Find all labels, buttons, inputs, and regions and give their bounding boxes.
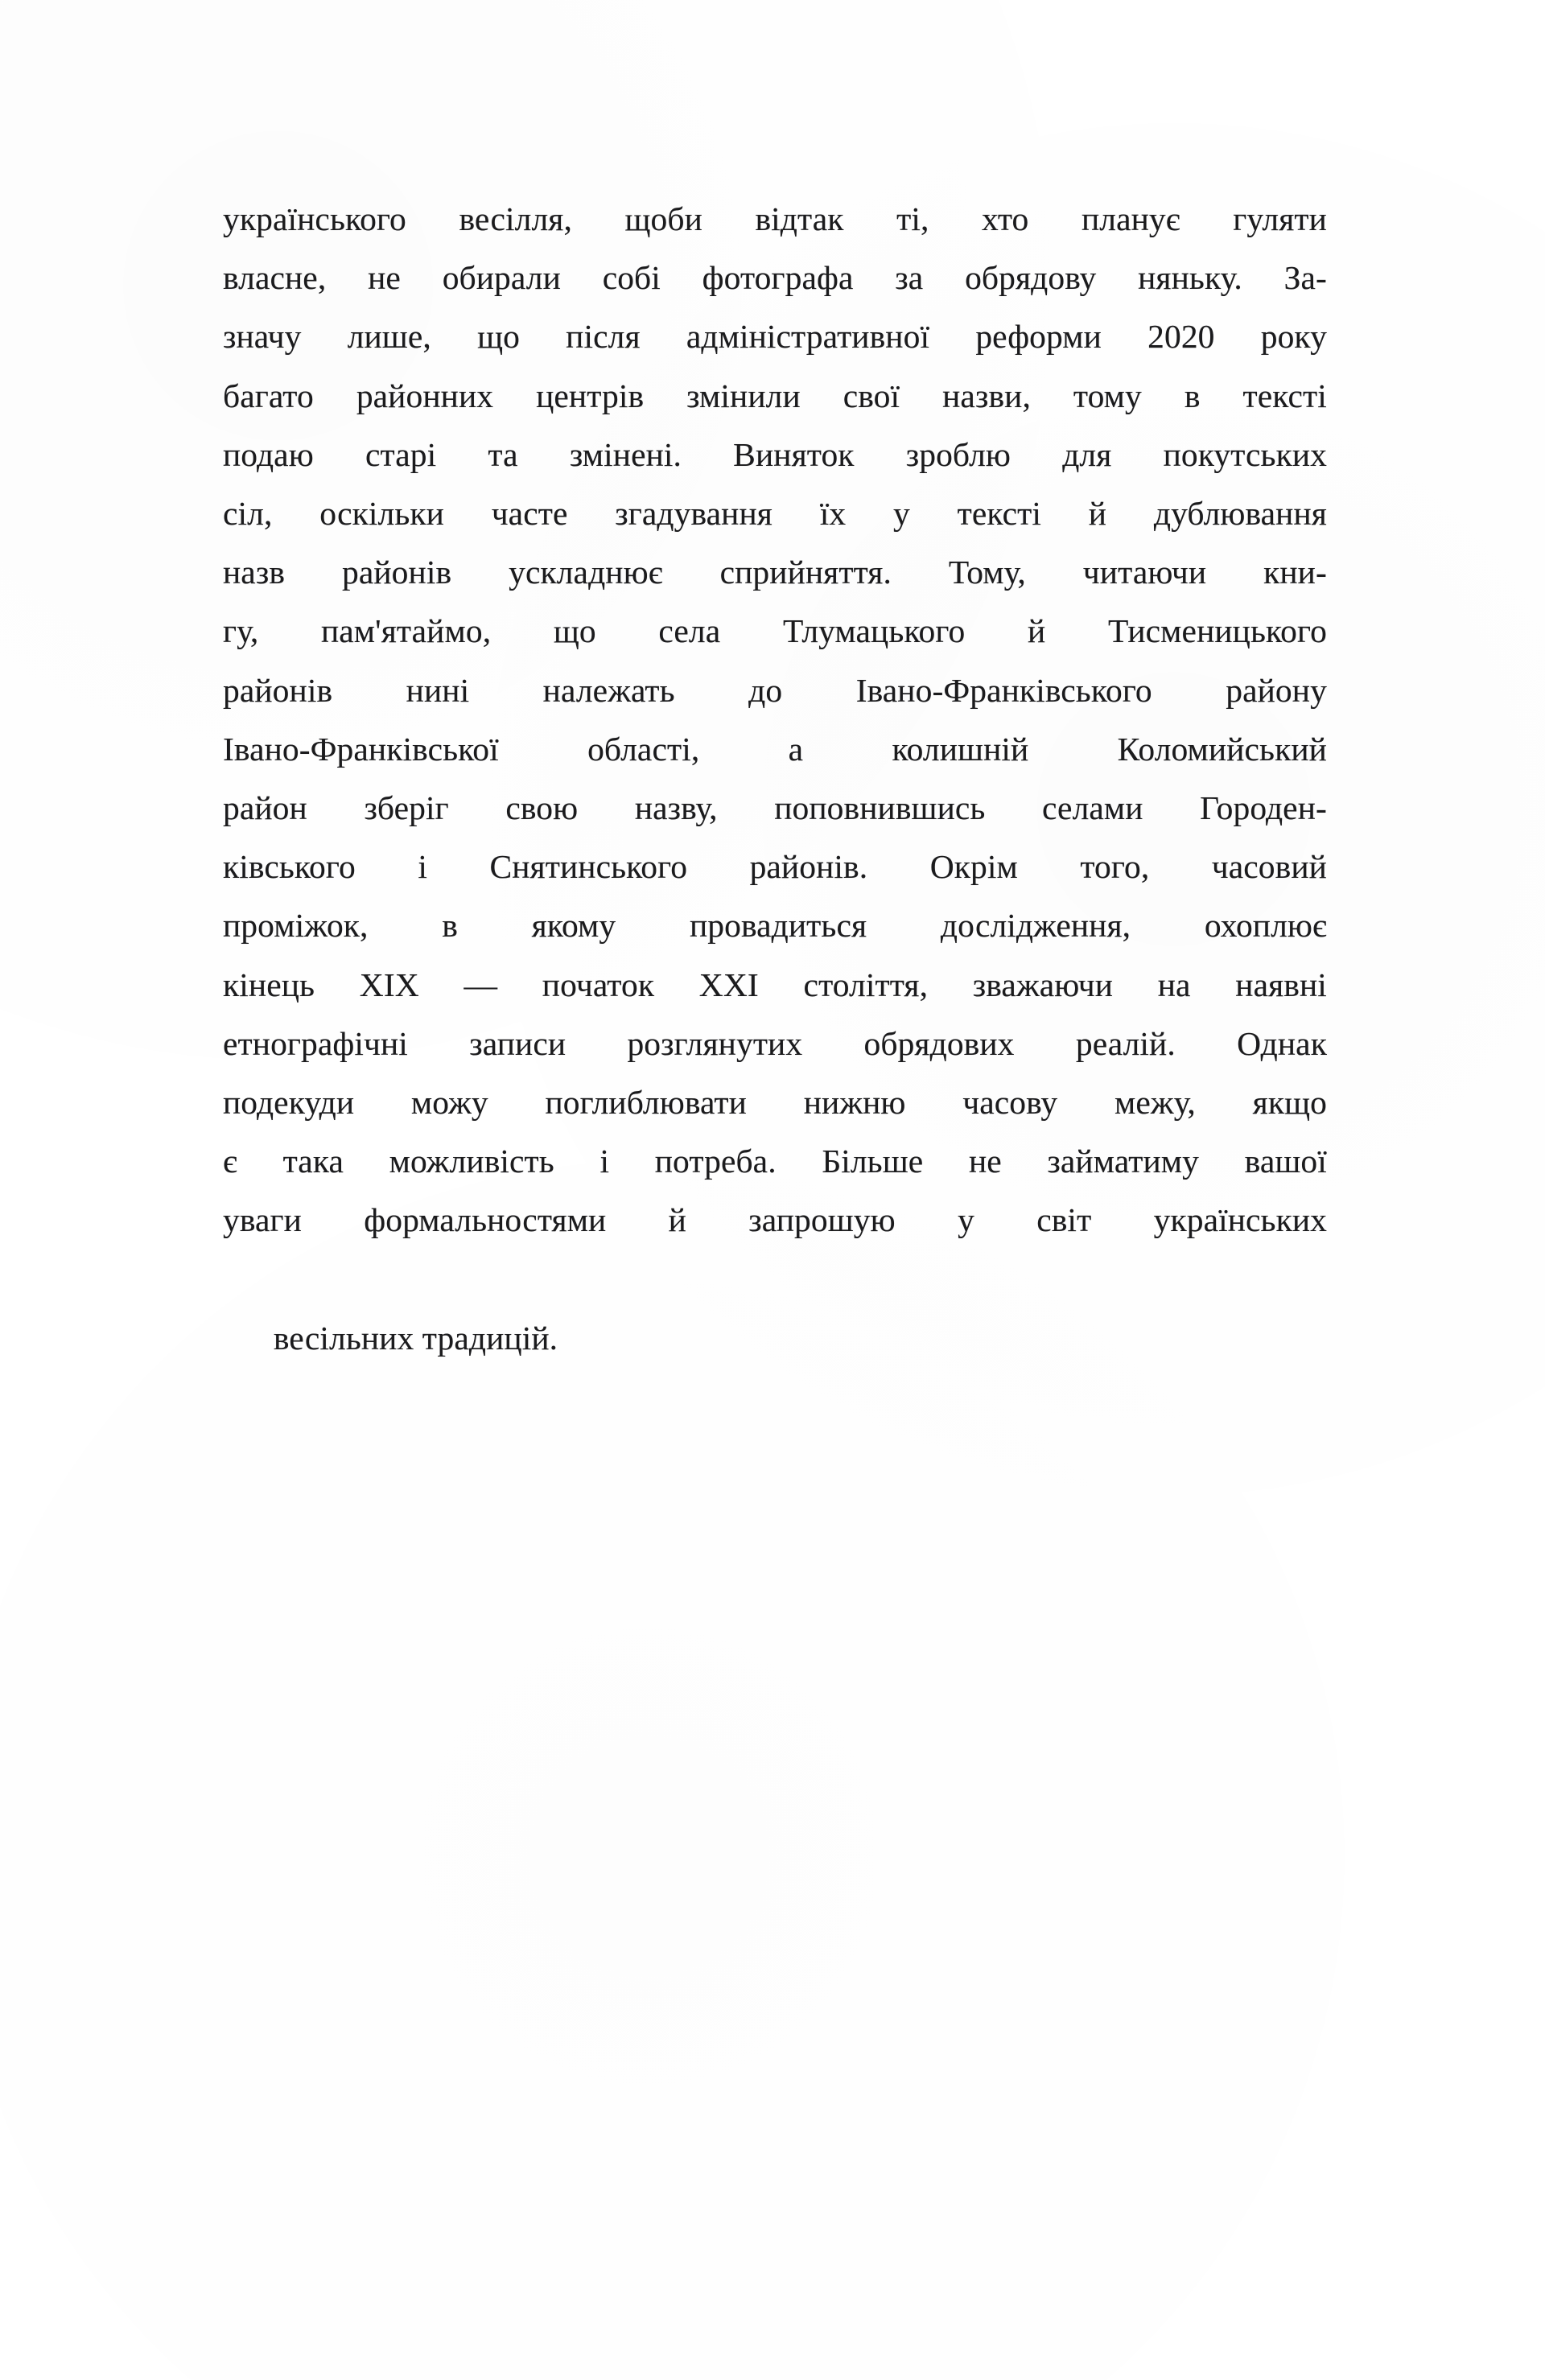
- text-word: колишній: [892, 730, 1029, 768]
- text-word: року: [1260, 318, 1327, 356]
- text-word: дослідження,: [940, 907, 1131, 945]
- text-word: Виняток: [733, 435, 855, 473]
- text-word: ускладнює: [509, 554, 663, 591]
- text-word: зроблю: [905, 435, 1011, 473]
- text-word: лише,: [347, 318, 431, 356]
- text-word: 2020: [1147, 318, 1215, 356]
- text-word: записи: [469, 1024, 566, 1062]
- text-word: формальностями: [364, 1201, 607, 1239]
- text-word: центрів: [536, 377, 645, 414]
- text-line: [223, 1191, 1327, 1250]
- text-word: українського: [223, 200, 406, 237]
- text-word: вашої: [1244, 1143, 1327, 1180]
- text-word: гуляти: [1233, 200, 1327, 237]
- text-word: обрядову: [965, 259, 1097, 297]
- text-word: Снятинського: [489, 848, 688, 886]
- text-word: можу: [410, 1084, 488, 1122]
- text-word: старі: [365, 435, 437, 473]
- text-word: у: [893, 495, 910, 533]
- text-word: розглянутих: [627, 1024, 803, 1062]
- text-word: Однак: [1237, 1024, 1327, 1062]
- text-word: у: [958, 1201, 974, 1239]
- text-line: [223, 484, 1327, 543]
- text-word: щоби: [624, 200, 702, 237]
- text-word: для: [1062, 435, 1112, 473]
- text-word: За-: [1283, 259, 1327, 297]
- text-line: [223, 956, 1327, 1015]
- text-word: хто: [982, 200, 1029, 237]
- text-word: й: [1088, 495, 1107, 533]
- text-word: Більше: [822, 1143, 924, 1180]
- text-word: XXI: [698, 966, 759, 1003]
- text-word: Коломийський: [1117, 730, 1327, 768]
- text-word: на: [1157, 966, 1191, 1003]
- text-word: сіл,: [223, 495, 273, 533]
- text-line: [223, 367, 1327, 426]
- text-word: назву,: [634, 789, 718, 827]
- text-word: українських: [1153, 1201, 1327, 1239]
- text-word: Городен-: [1200, 789, 1327, 827]
- text-word: села: [658, 612, 721, 650]
- text-word: няньку.: [1138, 259, 1242, 297]
- text-word: власне,: [223, 259, 327, 297]
- text-word: часовий: [1211, 848, 1327, 886]
- text-word: районних: [356, 377, 494, 414]
- text-word: тому: [1073, 377, 1142, 414]
- text-line: [223, 896, 1327, 955]
- text-word: в: [442, 907, 458, 945]
- text-word: кінець: [223, 966, 315, 1003]
- text-word: зберіг: [364, 789, 449, 827]
- text-line: [223, 543, 1327, 602]
- text-word: охоплює: [1204, 907, 1327, 945]
- text-word: реалій.: [1075, 1024, 1176, 1062]
- text-word: район: [223, 789, 307, 827]
- text-word: Івано-Франківського: [855, 671, 1152, 709]
- text-word: займатиму: [1047, 1143, 1200, 1180]
- text-line: [223, 661, 1327, 720]
- text-word: тексті: [1242, 377, 1327, 414]
- text-word: гу,: [223, 612, 259, 650]
- text-line: [223, 190, 1327, 249]
- text-word: початок: [542, 966, 655, 1003]
- text-line: [223, 720, 1327, 779]
- text-word: нині: [406, 671, 470, 709]
- text-word: того,: [1080, 848, 1150, 886]
- text-word: свої: [843, 377, 900, 414]
- text-word: ківського: [223, 848, 356, 886]
- text-word: часте: [491, 495, 568, 533]
- text-word: районів: [341, 554, 452, 591]
- text-word: нижню: [803, 1084, 906, 1122]
- text-word: наявні: [1235, 966, 1327, 1003]
- text-word: реформи: [975, 318, 1102, 356]
- text-word: собі: [602, 259, 661, 297]
- text-word: не: [968, 1143, 1002, 1180]
- text-word: зважаючи: [972, 966, 1114, 1003]
- text-word: а: [788, 730, 804, 768]
- text-line-content: весільних традицій.: [273, 1319, 558, 1357]
- text-word: Тлумацького: [782, 612, 966, 650]
- text-line: [223, 249, 1327, 307]
- text-word: обрядових: [863, 1024, 1015, 1062]
- text-word: етнографічні: [223, 1024, 408, 1062]
- text-word: подекуди: [223, 1084, 355, 1122]
- text-word: поповнившись: [774, 789, 986, 827]
- text-word: багато: [223, 377, 314, 414]
- text-word: фотографа: [702, 259, 854, 297]
- text-line: [223, 1132, 1327, 1191]
- text-word: до: [748, 671, 783, 709]
- text-word: межу,: [1114, 1084, 1196, 1122]
- text-word: області,: [587, 730, 700, 768]
- text-word: належать: [542, 671, 675, 709]
- text-word: якщо: [1252, 1084, 1327, 1122]
- text-word: та: [488, 435, 518, 473]
- text-word: поглиблювати: [545, 1084, 747, 1122]
- text-word: їх: [819, 495, 847, 533]
- text-word: змінені.: [569, 435, 682, 473]
- text-word: часову: [962, 1084, 1058, 1122]
- text-word: весілля,: [459, 200, 572, 237]
- text-line: [223, 602, 1327, 661]
- text-word: районів.: [749, 848, 868, 886]
- text-line: [223, 1250, 1327, 1427]
- text-word: Тому,: [948, 554, 1026, 591]
- text-word: провадиться: [689, 907, 867, 945]
- text-word: Івано-Франківської: [223, 730, 499, 768]
- text-word: тексті: [957, 495, 1042, 533]
- text-word: відтак: [755, 200, 844, 237]
- text-word: покутських: [1163, 435, 1327, 473]
- text-word: пам'ятаймо,: [320, 612, 492, 650]
- text-line: [223, 307, 1327, 366]
- text-word: читаючи: [1082, 554, 1207, 591]
- text-word: якому: [531, 907, 616, 945]
- text-word: Тисменицького: [1107, 612, 1327, 650]
- text-word: століття,: [803, 966, 929, 1003]
- text-word: назв: [223, 554, 286, 591]
- text-word: назви,: [942, 377, 1031, 414]
- text-word: свою: [505, 789, 579, 827]
- text-word: планує: [1081, 200, 1180, 237]
- text-word: обирали: [442, 259, 561, 297]
- text-line: [223, 838, 1327, 896]
- text-word: значу: [223, 318, 302, 356]
- text-word: і: [599, 1143, 610, 1180]
- text-word: уваги: [223, 1201, 302, 1239]
- text-word: після: [566, 318, 641, 356]
- text-line: [223, 426, 1327, 484]
- text-word: й: [668, 1201, 686, 1239]
- text-word: така: [282, 1143, 344, 1180]
- text-word: проміжок,: [223, 907, 369, 945]
- text-word: не: [368, 259, 401, 297]
- body-text-block: [223, 190, 1327, 1427]
- text-word: оскільки: [319, 495, 444, 533]
- text-word: ті,: [896, 200, 929, 237]
- text-word: XIX: [359, 966, 419, 1003]
- text-word: адміністративної: [686, 318, 930, 356]
- text-word: згадування: [615, 495, 772, 533]
- text-word: і: [418, 848, 427, 886]
- text-word: світ: [1036, 1201, 1092, 1239]
- text-word: районів: [223, 671, 333, 709]
- text-word: за: [895, 259, 924, 297]
- text-word: й: [1027, 612, 1046, 650]
- text-line: [223, 1073, 1327, 1132]
- text-word: Окрім: [929, 848, 1018, 886]
- text-word: що: [553, 612, 596, 650]
- text-line: [223, 1015, 1327, 1073]
- text-word: кни-: [1263, 554, 1327, 591]
- text-word: в: [1184, 377, 1201, 414]
- text-word: району: [1226, 671, 1327, 709]
- text-word: сприйняття.: [719, 554, 892, 591]
- text-word: що: [477, 318, 520, 356]
- text-word: селами: [1042, 789, 1143, 827]
- text-word: потреба.: [654, 1143, 777, 1180]
- text-word: —: [464, 966, 498, 1003]
- text-word: дублювання: [1153, 495, 1327, 533]
- text-word: запрошую: [748, 1201, 896, 1239]
- text-word: змінили: [686, 377, 801, 414]
- text-line: [223, 779, 1327, 838]
- text-word: подаю: [223, 435, 314, 473]
- text-word: можливість: [389, 1143, 554, 1180]
- text-word: є: [223, 1143, 237, 1180]
